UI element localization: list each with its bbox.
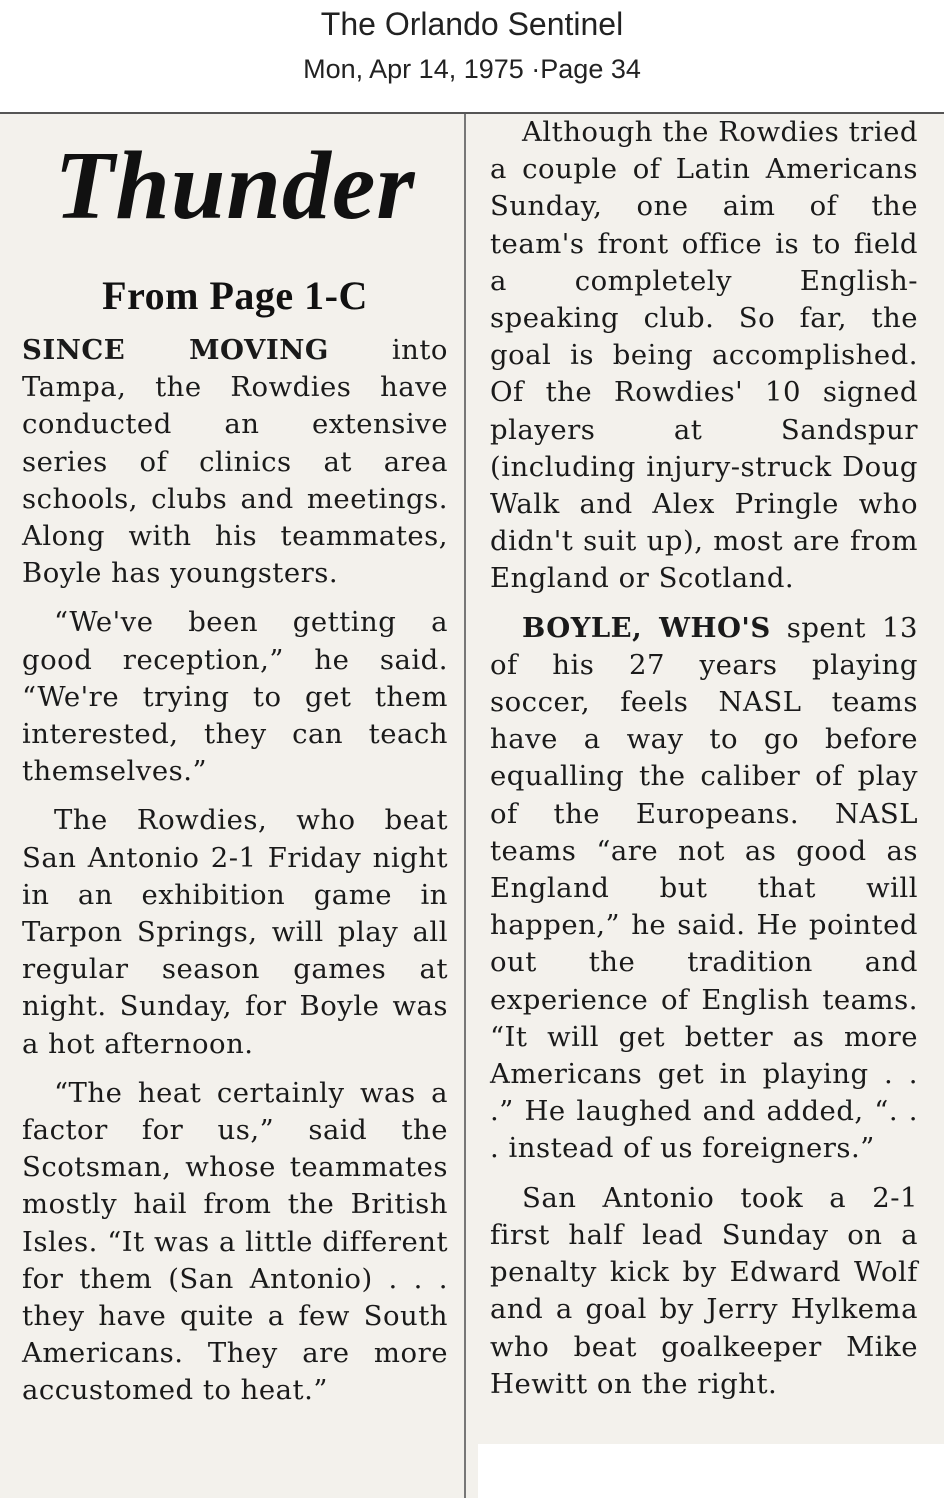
newspaper-clipping — [0, 112, 944, 1498]
publication-name: The Orlando Sentinel — [320, 6, 624, 42]
paragraph-kicker: SINCE MOVING — [22, 334, 329, 366]
column-divider — [464, 114, 466, 1498]
left-column — [22, 114, 448, 1410]
clipping-edge — [478, 1444, 944, 1498]
paragraph: The Rowdies, who beat San Antonio 2-1 Friday night in an exhibition game in Tarpon Springs, will play all regular season games at night. Sunday, for Boyle was a hot afternoon. — [22, 804, 448, 1060]
article-headline: Thunder — [54, 132, 416, 240]
paragraph: Although the Rowdies tried a couple of Latin Americans Sunday, one aim of the team's front office is to field a completely English-speaking club. So far, the goal is being accomplished. Of the Rowdies' 10 signed players at Sandspur (including injury-struck Doug Walk and Alex Pringle who didn't suit up), most are from England or Scotland. — [490, 116, 918, 595]
article-subhead: From Page 1-C — [102, 273, 368, 318]
paragraph: “We've been getting a good reception,” he said. “We're trying to get them interested, they can teach themselves.” — [22, 606, 448, 788]
paragraph: San Antonio took a 2-1 first half lead Sunday on a penalty kick by Edward Wolf and a goal by Jerry Hylkema who beat goalkeeper Mike Hewitt on the right. — [490, 1181, 918, 1400]
paragraph-text: spent 13 of his 27 years playing soccer, feels NASL teams have a way to go before equalling the caliber of play of the Europeans. NASL teams “are not as good as England but that will happen,” he said. He pointed out the tradition and experience of English teams. “It will get better as more Americans get in playing . . .” He laughed and added, “. . . instead of us foreigners.” — [490, 611, 918, 1165]
right-column — [490, 114, 918, 1403]
paragraph-text: into Tampa, the Rowdies have conducted an extensive series of clinics at area schools, clubs and meetings. Along with his teammates, Boyle has youngsters. — [22, 334, 448, 590]
paragraph — [490, 610, 918, 1168]
paragraph: “The heat certainly was a factor for us,” said the Scotsman, whose teammates mostly hail from the British Isles. “It was a little different for them (San Antonio) . . . they have quite a few South Americans. They are more accustomed to heat.” — [22, 1076, 448, 1407]
paragraph — [22, 332, 448, 592]
page-header — [0, 0, 944, 112]
paragraph-kicker: BOYLE, WHO'S — [522, 611, 771, 644]
publication-date-page: Mon, Apr 14, 1975 ·Page 34 — [303, 54, 641, 84]
